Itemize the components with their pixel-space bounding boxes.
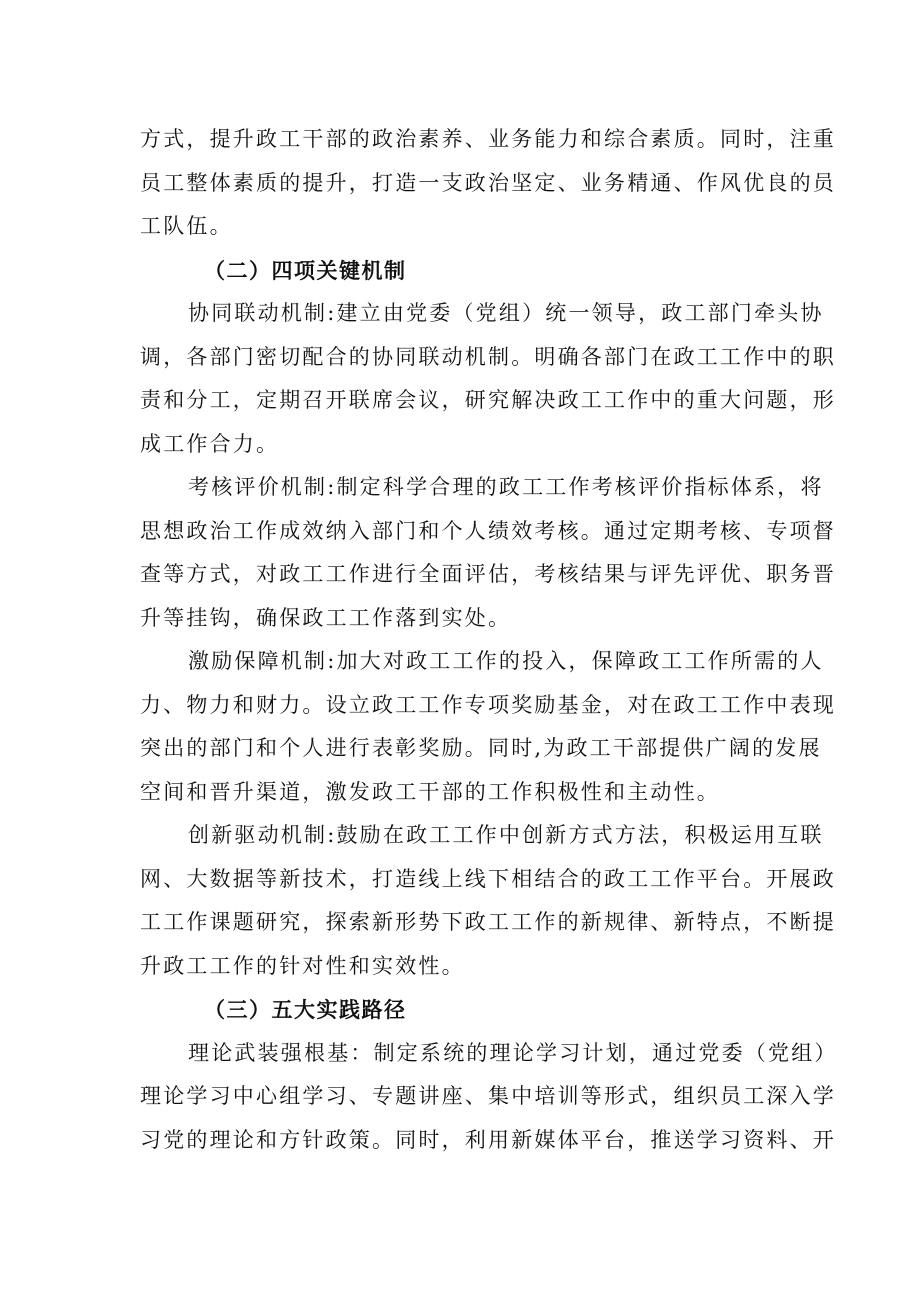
text-line: 责和分工，定期召开联席会议，研究解决政工工作中的重大问题，形 [140,388,836,412]
section-heading-five-paths [140,988,784,1032]
text-line: 理论学习中心组学习、专题讲座、集中培训等形式，组织员工深入学 [140,1084,836,1108]
text-line: 习党的理论和方针政策。同时，利用新媒体平台，推送学习资料、开 [140,1127,836,1152]
text-line: 力、物力和财力。设立政工工作专项奖励基金，对在政工工作中表现 [140,692,836,717]
text-line: 查等方式，对政工工作进行全面评估，考核结果与评先评优、职务晋 [140,562,836,586]
paragraph-coordination-mechanism [140,292,836,466]
section-heading: （三）五大实践路径 [204,997,407,1022]
text-line: 升政工工作的针对性和实效性。 [140,953,465,978]
text-line: 协同联动机制:建立由党委（党组）统一领导，政工部门牵头协 [188,301,824,325]
paragraph-incentive-mechanism [140,640,836,814]
text-line: 理论武装强根基：制定系统的理论学习计划，通过党委（党组） [188,1040,838,1065]
text-line: 工工作课题研究，探索新形势下政工工作的新规律、新特点，不断提 [140,910,836,934]
section-heading-four-mechanisms [140,249,784,293]
text-line: 升等挂钩，确保政工工作落到实处。 [140,605,512,630]
paragraph-theory-path [140,1032,838,1163]
text-line: 激励保障机制:加大对政工工作的投入，保障政工工作所需的人 [188,649,824,673]
text-line: 网、大数据等新技术，打造线上线下相结合的政工工作平台。开展政 [140,866,836,891]
text-line: 突出的部门和个人进行表彰奖励。同时,为政工干部提供广阔的发展 [140,736,822,760]
text-line: 工队伍。 [140,214,233,238]
text-line: 空间和晋升渠道，激发政工干部的工作积极性和主动性。 [140,779,720,804]
paragraph-innovation-mechanism [140,814,836,988]
document-page [140,118,838,1162]
text-line: 创新驱动机制:鼓励在政工工作中创新方式方法，积极运用互联 [188,823,824,847]
text-line: 思想政治工作成效纳入部门和个人绩效考核。通过定期考核、专项督 [140,518,836,543]
paragraph-intro-continuation [140,118,836,249]
text-line: 考核评价机制:制定科学合理的政工工作考核评价指标体系，将 [188,475,824,499]
paragraph-evaluation-mechanism [140,466,836,640]
text-line: 方式，提升政工干部的政治素养、业务能力和综合素质。同时，注重 [140,127,836,151]
text-line: 成工作合力。 [140,431,280,456]
text-line: 调，各部门密切配合的协同联动机制。明确各部门在政工工作中的职 [140,344,836,369]
text-line: 员工整体素质的提升，打造一支政治坚定、业务精通、作风优良的员 [140,170,836,195]
section-heading: （二）四项关键机制 [204,257,407,283]
